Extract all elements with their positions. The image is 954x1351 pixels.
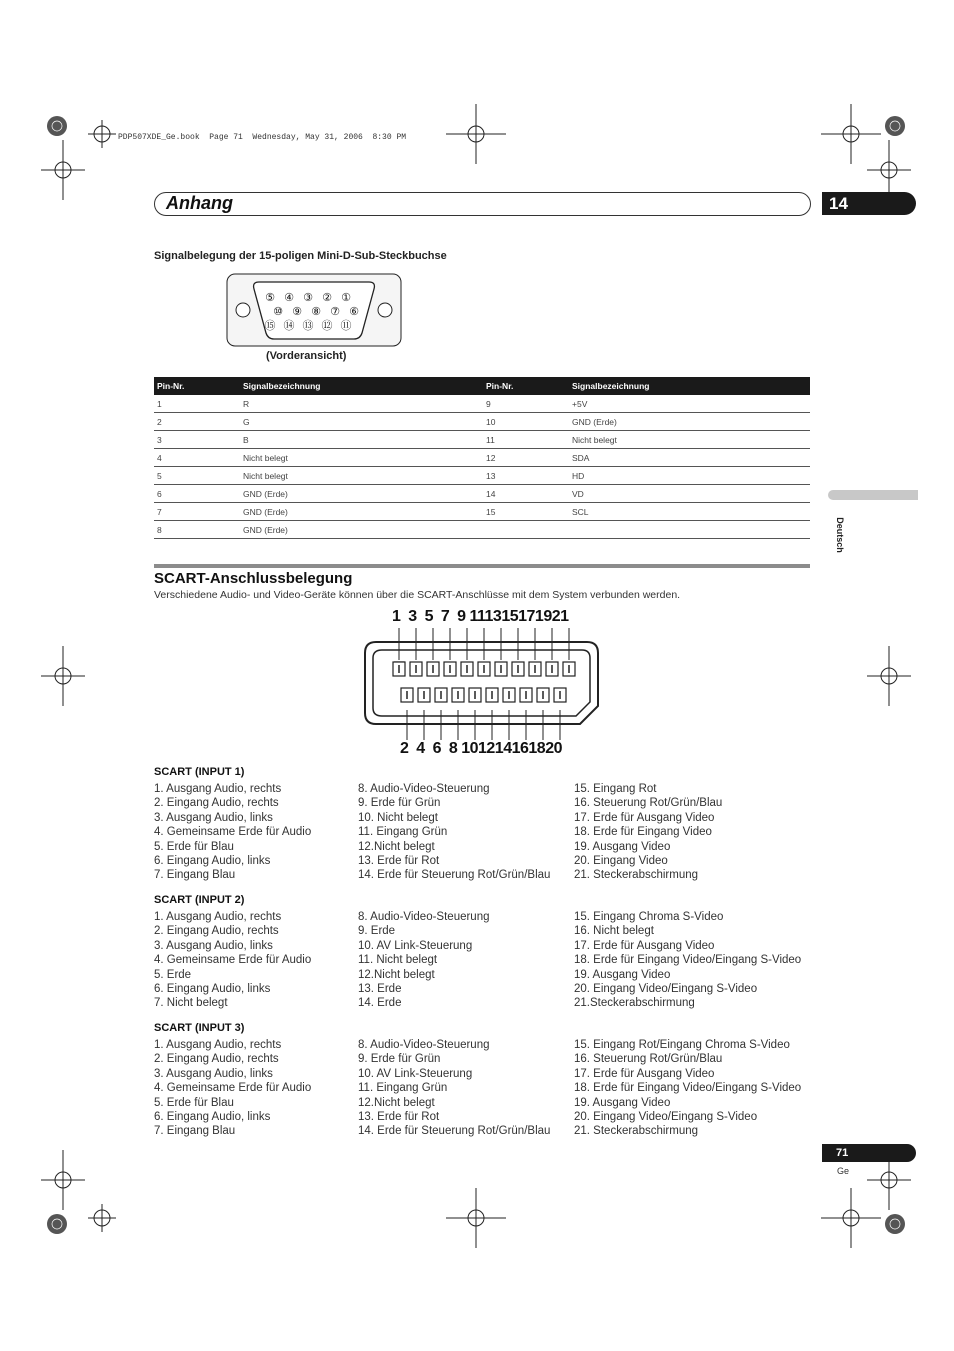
scart-input-2-col2 <box>358 910 490 1011</box>
scart-input-1-title: SCART (INPUT 1) <box>154 766 245 778</box>
table-cell: 11 <box>483 431 569 449</box>
list-item: 5. Erde für Blau <box>154 1096 234 1109</box>
list-item: 3. Ausgang Audio, links <box>154 811 273 824</box>
language-label: Deutsch <box>834 517 845 553</box>
list-item: 12.Nicht belegt <box>358 1096 435 1109</box>
vga-caption: (Vorderansicht) <box>266 350 347 362</box>
page-language-code: Ge <box>837 1166 850 1176</box>
vga-pin-label: ⑧ <box>311 305 321 318</box>
list-item: 4. Gemeinsame Erde für Audio <box>154 826 312 839</box>
scart-intro: Verschiedene Audio- und Video-Geräte können über die SCART-Anschlüsse mit dem System verbunden werden. <box>154 589 681 601</box>
column-header: Pin-Nr. <box>483 377 569 395</box>
list-item: 4. Gemeinsame Erde für Audio <box>154 954 312 967</box>
vga-connector-diagram <box>226 273 402 347</box>
vga-pin-table <box>154 377 810 539</box>
table-cell: 9 <box>483 395 569 413</box>
list-item: 15. Eingang Rot <box>574 783 657 795</box>
table-cell: 13 <box>483 467 569 485</box>
table-cell <box>483 521 569 539</box>
table-cell: 5 <box>154 467 240 485</box>
list-item: 1. Ausgang Audio, rechts <box>154 911 282 923</box>
table-row <box>154 431 810 449</box>
scart-input-3-title: SCART (INPUT 3) <box>154 1022 245 1034</box>
list-item: 19. Ausgang Video <box>574 840 671 853</box>
table-cell: 8 <box>154 521 240 539</box>
table-cell <box>569 521 810 539</box>
list-item: 6. Eingang Audio, links <box>154 855 271 868</box>
list-item: 18. Erde für Eingang Video/Eingang S-Video <box>574 1082 802 1095</box>
table-cell: GND (Erde) <box>240 503 483 521</box>
list-item: 12.Nicht belegt <box>358 840 435 853</box>
table-cell: GND (Erde) <box>569 413 810 431</box>
list-item: 20. Eingang Video <box>574 855 668 868</box>
scart-input-1-col1 <box>154 782 311 883</box>
list-item: 6. Eingang Audio, links <box>154 983 271 996</box>
scart-input-1-col3 <box>574 782 722 883</box>
table-row <box>154 413 810 431</box>
list-item: 3. Ausgang Audio, links <box>154 939 273 952</box>
table-cell: R <box>240 395 483 413</box>
list-item: 21.Steckerabschirmung <box>574 997 695 1010</box>
vga-pin-label: ① <box>341 291 351 304</box>
scart-input-2-title: SCART (INPUT 2) <box>154 894 245 906</box>
list-item: 2. Eingang Audio, rechts <box>154 925 279 938</box>
vga-pin-label: ⑭ <box>283 319 295 332</box>
list-item: 11. Nicht belegt <box>358 954 438 967</box>
list-item: 10. AV Link-Steuerung <box>358 1067 473 1080</box>
list-item: 16. Steuerung Rot/Grün/Blau <box>574 797 723 810</box>
page-number: 71 <box>836 1147 849 1159</box>
table-cell: Nicht belegt <box>569 431 810 449</box>
vga-pin-label: ⑮ <box>264 319 276 332</box>
column-header: Signalbezeichnung <box>240 377 483 395</box>
vga-pin-label: ⑩ <box>273 305 283 318</box>
list-item: 9. Erde <box>358 925 396 938</box>
list-item: 21. Steckerabschirmung <box>574 1125 699 1138</box>
table-row <box>154 449 810 467</box>
header-bar <box>154 192 811 216</box>
vga-pin-label: ③ <box>303 291 313 304</box>
table-row <box>154 395 810 413</box>
list-item: 7. Eingang Blau <box>154 869 236 882</box>
table-cell: SCL <box>569 503 810 521</box>
list-item: 10. AV Link-Steuerung <box>358 939 473 952</box>
list-item: 3. Ausgang Audio, links <box>154 1067 273 1080</box>
list-item: 17. Erde für Ausgang Video <box>574 939 715 952</box>
list-item: 8. Audio-Video-Steuerung <box>358 911 490 923</box>
scart-input-3-col3 <box>574 1038 801 1139</box>
table-cell: G <box>240 413 483 431</box>
list-item: 11. Eingang Grün <box>358 826 448 839</box>
table-cell: 7 <box>154 503 240 521</box>
list-item: 16. Steuerung Rot/Grün/Blau <box>574 1053 723 1066</box>
scart-pin-numbers-top: 1 3 5 7 9 111315171921 <box>392 608 569 625</box>
vga-pin-label: ⑤ <box>265 291 275 304</box>
language-tab <box>828 490 918 500</box>
table-cell: HD <box>569 467 810 485</box>
table-row <box>154 467 810 485</box>
list-item: 9. Erde für Grün <box>358 1053 441 1066</box>
table-row <box>154 521 810 539</box>
list-item: 15. Eingang Chroma S-Video <box>574 911 724 923</box>
table-cell: 15 <box>483 503 569 521</box>
table-cell: 1 <box>154 395 240 413</box>
list-item: 1. Ausgang Audio, rechts <box>154 783 282 795</box>
scart-input-2-col1 <box>154 910 311 1011</box>
list-item: 18. Erde für Eingang Video <box>574 826 712 839</box>
table-cell: SDA <box>569 449 810 467</box>
list-item: 16. Nicht belegt <box>574 925 654 938</box>
list-item: 13. Erde <box>358 983 402 996</box>
list-item: 14. Erde für Steuerung Rot/Grün/Blau <box>358 1125 551 1138</box>
table-row <box>154 503 810 521</box>
page-title: Anhang <box>166 193 233 213</box>
scart-input-1-col2 <box>358 782 550 883</box>
list-item: 20. Eingang Video/Eingang S-Video <box>574 983 758 996</box>
list-item: 19. Ausgang Video <box>574 968 671 981</box>
vga-pin-label: ⑪ <box>340 319 352 332</box>
list-item: 5. Erde <box>154 968 192 981</box>
table-cell: 12 <box>483 449 569 467</box>
vga-pin-label: ④ <box>284 291 294 304</box>
list-item: 2. Eingang Audio, rechts <box>154 797 279 810</box>
scart-pin-numbers-bottom: 2 4 6 8 101214161820 <box>400 740 562 757</box>
list-item: 5. Erde für Blau <box>154 840 234 853</box>
table-header-row <box>154 377 810 395</box>
list-item: 17. Erde für Ausgang Video <box>574 811 715 824</box>
vga-pin-label: ⑫ <box>321 319 333 332</box>
list-item: 17. Erde für Ausgang Video <box>574 1067 715 1080</box>
scart-input-2-col3 <box>574 910 801 1011</box>
chapter-number: 14 <box>829 194 848 213</box>
list-item: 18. Erde für Eingang Video/Eingang S-Video <box>574 954 802 967</box>
list-item: 15. Eingang Rot/Eingang Chroma S-Video <box>574 1039 790 1051</box>
list-item: 13. Erde für Rot <box>358 1111 440 1124</box>
scart-connector-diagram <box>362 628 602 740</box>
list-item: 11. Eingang Grün <box>358 1082 448 1095</box>
list-item: 20. Eingang Video/Eingang S-Video <box>574 1111 758 1124</box>
vga-pin-label: ⑨ <box>292 305 302 318</box>
vga-heading: Signalbelegung der 15-poligen Mini-D-Sub-Steckbuchse <box>154 250 447 262</box>
table-cell: GND (Erde) <box>240 521 483 539</box>
list-item: 14. Erde für Steuerung Rot/Grün/Blau <box>358 869 551 882</box>
table-cell: 4 <box>154 449 240 467</box>
scart-input-3-col2 <box>358 1038 550 1139</box>
list-item: 9. Erde für Grün <box>358 797 441 810</box>
list-item: 13. Erde für Rot <box>358 855 440 868</box>
section-divider <box>154 564 810 568</box>
table-cell: 6 <box>154 485 240 503</box>
table-cell: 10 <box>483 413 569 431</box>
list-item: 19. Ausgang Video <box>574 1096 671 1109</box>
column-header: Pin-Nr. <box>154 377 240 395</box>
table-cell: 14 <box>483 485 569 503</box>
book-info-line: PDP507XDE_Ge.book Page 71 Wednesday, May 31, 2006 8:30 PM <box>118 133 407 142</box>
table-cell: Nicht belegt <box>240 449 483 467</box>
list-item: 1. Ausgang Audio, rechts <box>154 1039 282 1051</box>
list-item: 7. Nicht belegt <box>154 997 228 1010</box>
vga-pin-label: ⑥ <box>349 305 359 318</box>
table-cell: B <box>240 431 483 449</box>
list-item: 8. Audio-Video-Steuerung <box>358 1039 490 1051</box>
vga-pin-label: ⑬ <box>302 319 314 332</box>
list-item: 4. Gemeinsame Erde für Audio <box>154 1082 312 1095</box>
table-row <box>154 485 810 503</box>
table-cell: Nicht belegt <box>240 467 483 485</box>
table-cell: 2 <box>154 413 240 431</box>
table-cell: +5V <box>569 395 810 413</box>
table-cell: VD <box>569 485 810 503</box>
list-item: 7. Eingang Blau <box>154 1125 236 1138</box>
list-item: 6. Eingang Audio, links <box>154 1111 271 1124</box>
list-item: 14. Erde <box>358 997 402 1010</box>
list-item: 12.Nicht belegt <box>358 968 435 981</box>
vga-pin-label: ② <box>322 291 332 304</box>
list-item: 21. Steckerabschirmung <box>574 869 699 882</box>
list-item: 10. Nicht belegt <box>358 811 438 824</box>
column-header: Signalbezeichnung <box>569 377 810 395</box>
vga-pin-label: ⑦ <box>330 305 340 318</box>
table-cell: 3 <box>154 431 240 449</box>
list-item: 8. Audio-Video-Steuerung <box>358 783 490 795</box>
scart-title: SCART-Anschlussbelegung <box>154 570 353 587</box>
table-cell: GND (Erde) <box>240 485 483 503</box>
scart-input-3-col1 <box>154 1038 311 1139</box>
list-item: 2. Eingang Audio, rechts <box>154 1053 279 1066</box>
